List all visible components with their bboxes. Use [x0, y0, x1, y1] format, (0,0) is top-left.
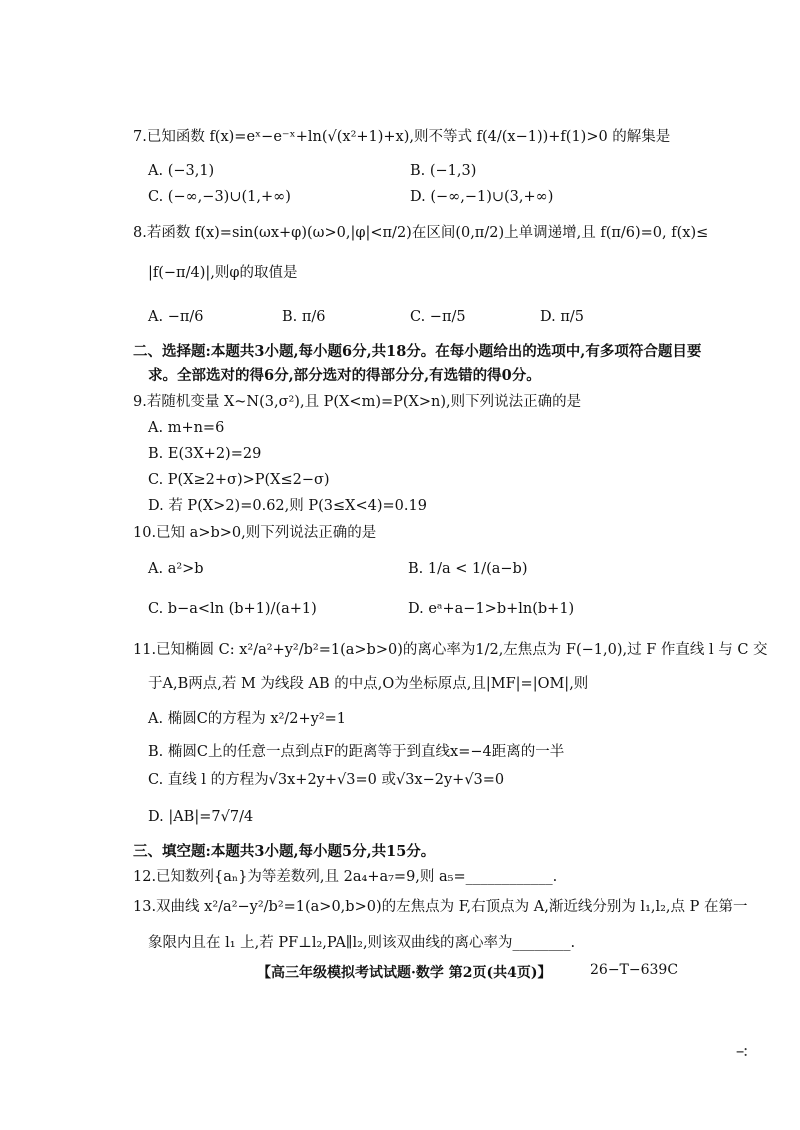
q8-stem-line2: |f(−π/4)|,则φ的取值是	[148, 265, 298, 281]
q8-option-c: C. −π/5	[410, 309, 466, 325]
q7-option-d: D. (−∞,−1)∪(3,+∞)	[410, 189, 554, 205]
q12-stem: 12.已知数列{aₙ}为等差数列,且 2a₄+a₇=9,则 a₅=____________.	[133, 869, 558, 885]
q8-option-a: A. −π/6	[148, 309, 204, 325]
q9-option-a: A. m+n=6	[148, 420, 225, 436]
q7-option-a: A. (−3,1)	[148, 163, 215, 179]
q10-option-c: C. b−a<ln (b+1)/(a+1)	[148, 601, 317, 617]
q8-option-b: B. π/6	[282, 309, 326, 325]
q13-stem-line1: 13.双曲线 x²/a²−y²/b²=1(a>0,b>0)的左焦点为 F,右顶点为 A,渐近线分别为 l₁,l₂,点 P 在第一	[133, 899, 748, 915]
q11-option-b: B. 椭圆C上的任意一点到点F的距离等于到直线x=−4距离的一半	[148, 744, 565, 760]
q10-option-b: B. 1/a < 1/(a−b)	[408, 561, 528, 577]
section2-heading-line2: 求。全部选对的得6分,部分选对的得部分分,有选错的得0分。	[148, 367, 541, 384]
footer-title: 【高三年级模拟考试试题·数学 第2页(共4页)】	[257, 965, 552, 981]
q7-option-c: C. (−∞,−3)∪(1,+∞)	[148, 189, 291, 205]
q10-option-d: D. eᵃ+a−1>b+ln(b+1)	[408, 601, 575, 617]
q9-option-b: B. E(3X+2)=29	[148, 446, 262, 462]
q9-stem: 9.若随机变量 X~N(3,σ²),且 P(X<m)=P(X>n),则下列说法正确的是	[133, 394, 582, 410]
q11-option-d: D. |AB|=7√7/4	[148, 809, 254, 825]
q10-option-a: A. a²>b	[148, 561, 204, 577]
q11-option-a: A. 椭圆C的方程为 x²/2+y²=1	[148, 711, 347, 727]
q9-option-c: C. P(X≥2+σ)>P(X≤2−σ)	[148, 472, 330, 488]
scan-mark: ∹	[735, 1042, 749, 1061]
q8-option-d: D. π/5	[540, 309, 584, 325]
q8-stem-line1: 8.若函数 f(x)=sin(ωx+φ)(ω>0,|φ|<π/2)在区间(0,π/2)上单调递增,且 f(π/6)=0, f(x)≤	[133, 225, 709, 241]
q7-stem: 7.已知函数 f(x)=eˣ−e⁻ˣ+ln(√(x²+1)+x),则不等式 f(4/(x−1))+f(1)>0 的解集是	[133, 129, 671, 145]
q13-stem-line2: 象限内且在 l₁ 上,若 PF⊥l₂,PA∥l₂,则该双曲线的离心率为________.	[148, 935, 576, 951]
q10-stem: 10.已知 a>b>0,则下列说法正确的是	[133, 525, 377, 541]
q7-option-b: B. (−1,3)	[410, 163, 477, 179]
q9-option-d: D. 若 P(X>2)=0.62,则 P(3≤X<4)=0.19	[148, 498, 427, 514]
section2-heading-line1: 二、选择题:本题共3小题,每小题6分,共18分。在每小题给出的选项中,有多项符合题目要	[133, 343, 702, 360]
footer-code: 26−T−639C	[590, 962, 679, 978]
section3-heading: 三、填空题:本题共3小题,每小题5分,共15分。	[133, 843, 436, 860]
q11-stem-line2: 于A,B两点,若 M 为线段 AB 的中点,O为坐标原点,且|MF|=|OM|,则	[148, 676, 589, 692]
q11-option-c: C. 直线 l 的方程为√3x+2y+√3=0 或√3x−2y+√3=0	[148, 772, 505, 788]
q11-stem-line1: 11.已知椭圆 C: x²/a²+y²/b²=1(a>b>0)的离心率为1/2,左焦点为 F(−1,0),过 F 作直线 l 与 C 交	[133, 642, 768, 658]
